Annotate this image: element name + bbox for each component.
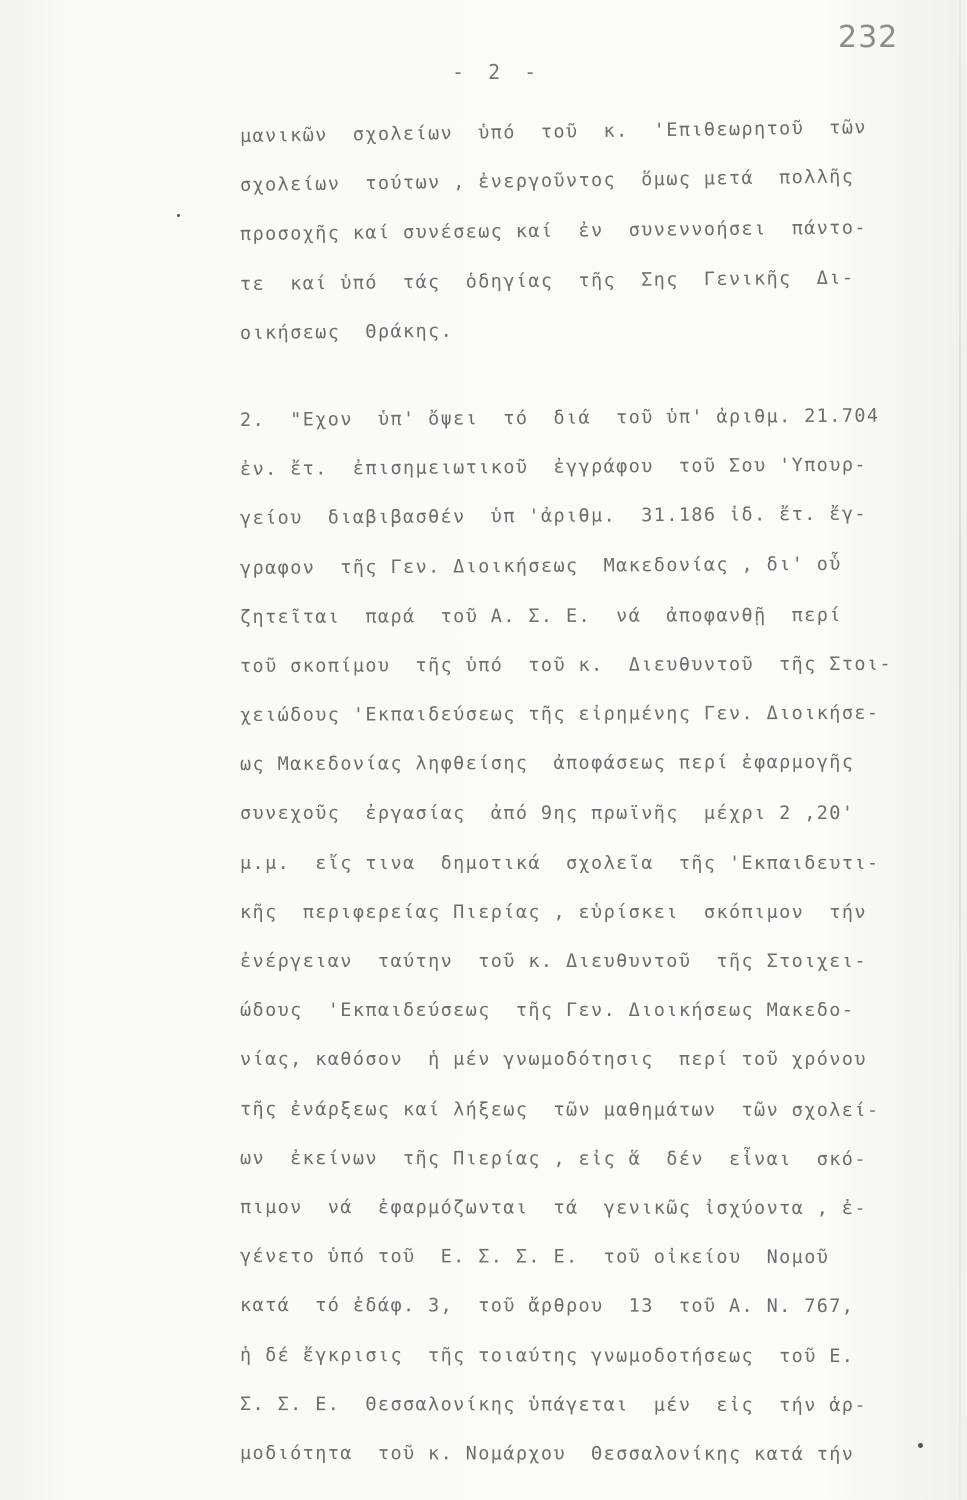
text-line: προσοχῆς καί συνέσεως καί ἐν συνεννοήσει πάντο- (239, 217, 867, 246)
text-line: σχολείων τούτων , ἐνεργοῦντος ὅμως μετά πολλῆς (239, 166, 855, 197)
text-line: μοδιότητα τοῦ κ. Νομάρχου Θεσσαλονίκης κατά τήν (239, 1442, 855, 1465)
text-line: ἡ δέ ἔγκρισις τῆς τοιαύτης γνωμοδοτήσεως τοῦ Ε. (239, 1344, 855, 1367)
text-line: συνεχοῦς ἐργασίας ἀπό 9ης πρωϊνῆς μέχρι 2 ,20' (240, 803, 855, 825)
text-line: ώδους 'Εκπαιδεύσεως τῆς Γεν. Διοικήσεως Μακεδο- (240, 1000, 855, 1022)
text-line: μανικῶν σχολείων ὑπό τοῦ κ. 'Επιθεωρητοῦ τῶν (239, 117, 867, 147)
text-line: γραφον τῆς Γεν. Διοικήσεως Μακεδονίας , δι' οὗ (239, 553, 842, 579)
text-line: 2. "Εχον ὑπ' ὄψει τό διά τοῦ ὑπ' ἀριθμ. 21.704 (239, 405, 880, 431)
text-line: γένετο ὑπό τοῦ Ε. Σ. Σ. Ε. τοῦ οἰκείου Νομοῦ (239, 1246, 830, 1269)
text-line: ων ἐκείνων τῆς Πιερίας , εἰς ἅ δέν εἶναι σκό- (239, 1147, 867, 1170)
archive-number: 232 (838, 20, 899, 55)
text-line: ἐν. ἔτ. ἐπισημειωτικοῦ ἐγγράφου τοῦ Σου 'Υπουρ- (239, 454, 867, 481)
text-line: ζητεῖται παρά τοῦ Α. Σ. Ε. νά ἀποφανθῇ περί (239, 604, 842, 628)
page-number: - 2 - (452, 60, 543, 84)
text-line: κατά τό ἐδάφ. 3, τοῦ ἄρθρου 13 τοῦ Α. Ν. 767, (239, 1295, 855, 1318)
text-line: οικήσεως Θράκης. (239, 320, 454, 344)
paper-speck (918, 1443, 923, 1448)
paragraph-gap (240, 358, 945, 396)
text-line: ἐνέργειαν ταύτην τοῦ κ. Διευθυντοῦ τῆς Στοιχει- (240, 951, 867, 972)
text-line: τε καί ὑπό τάς ὁδηγίας τῆς Σης Γενικῆς Δι- (239, 267, 855, 295)
paper-speck (177, 214, 180, 217)
text-line: χειώδους 'Εκπαιδεύσεως τῆς εἰρημένης Γεν. Διοικήσε- (239, 702, 880, 727)
text-line: κῆς περιφερείας Πιερίας , εὑρίσκει σκόπιμον τήν (240, 901, 867, 923)
text-line: τῆς ἐνάρξεως καί λήξεως τῶν μαθημάτων τῶν σχολεί- (239, 1098, 880, 1121)
typed-text-body (240, 112, 945, 1478)
text-line: πιμον νά ἐφαρμόζωνται τά γενικῶς ἰσχύοντα , ἐ- (239, 1196, 867, 1220)
page-edge-shadow (959, 0, 961, 1500)
text-line: Σ. Σ. Ε. Θεσσαλονίκης ὑπάγεται μέν εἰς τήν ἁρ- (239, 1393, 867, 1416)
text-line: ως Μακεδονίας ληφθείσης ἀποφάσεως περί ἐφαρμογῆς (239, 752, 855, 776)
text-line: γείου διαβιβασθέν ὑπ 'ἀριθμ. 31.186 ἰδ. ἔτ. ἔγ- (239, 503, 867, 530)
text-line: τοῦ σκοπίμου τῆς ὑπό τοῦ κ. Διευθυντοῦ τῆς Στοι- (239, 653, 893, 677)
text-line: μ.μ. εἴς τινα δημοτικά σχολεῖα τῆς 'Εκπαιδευτι- (240, 852, 880, 874)
text-line: νίας, καθόσον ἡ μέν γνωμοδότησις περί τοῦ χρόνου (240, 1049, 867, 1071)
